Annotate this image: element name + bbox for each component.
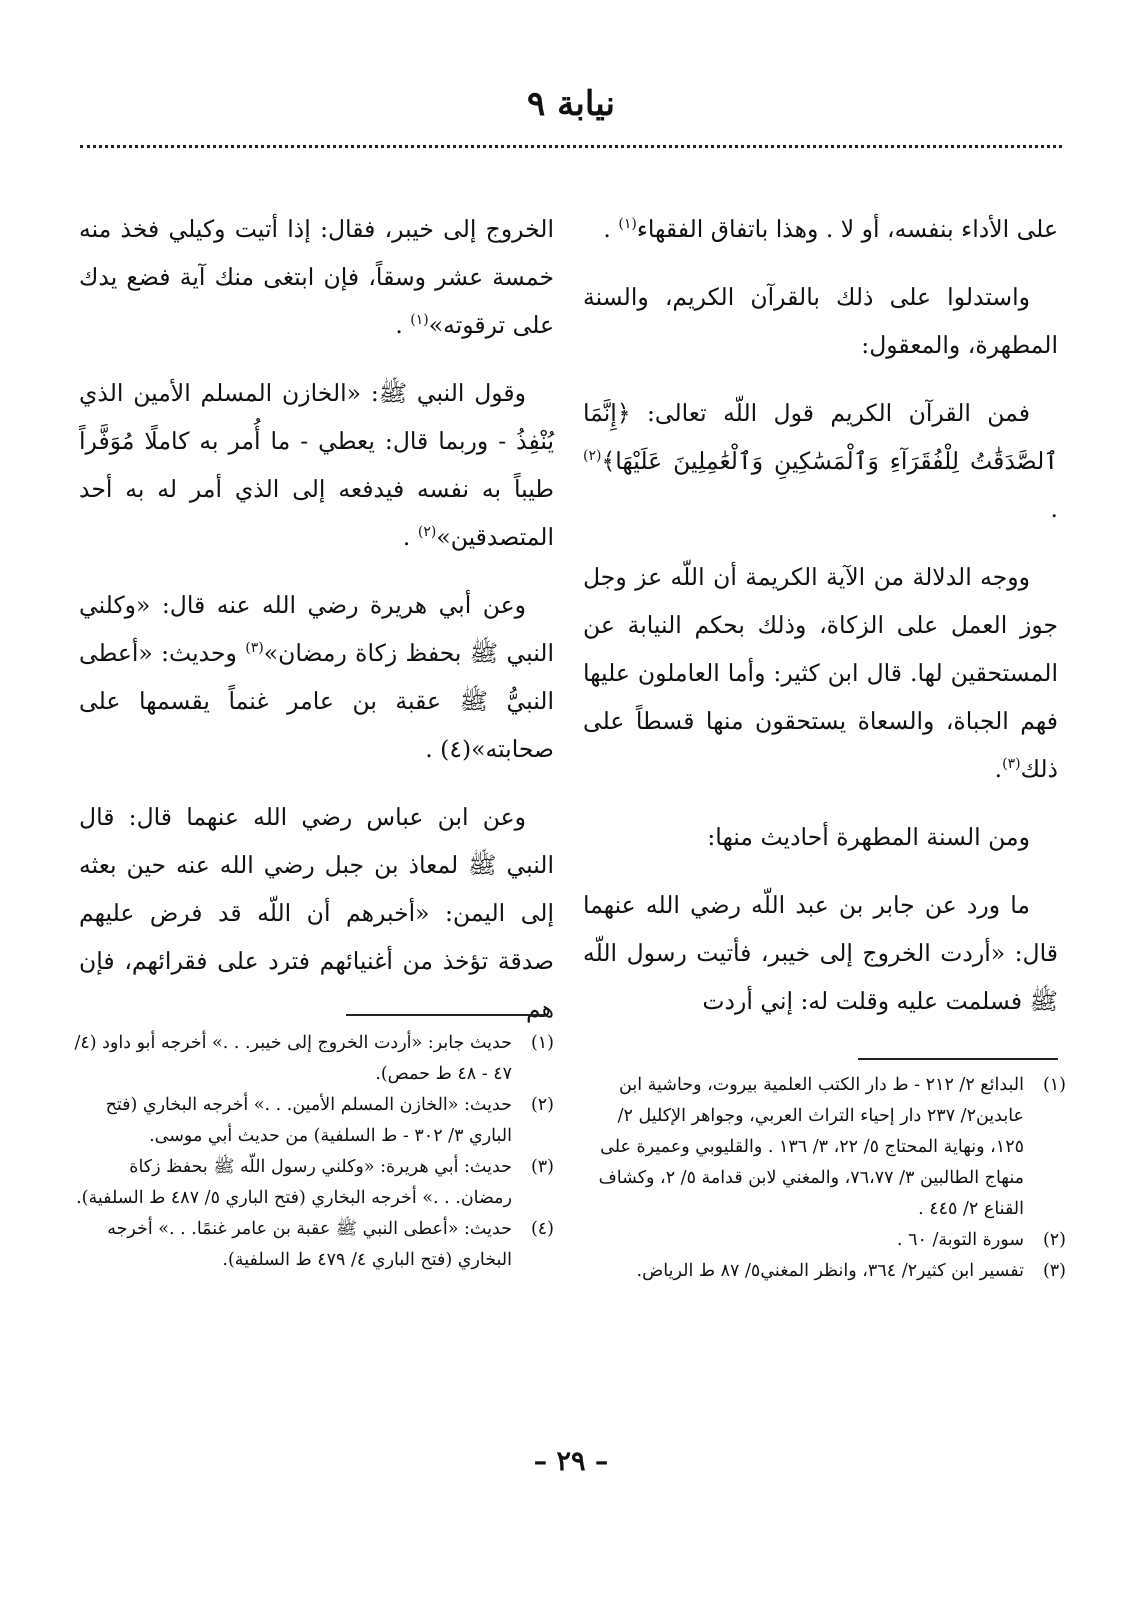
paragraph: ووجه الدلالة من الآية الكريمة أن اللّه عز وجل جوز العمل على الزكاة، وذلك بحكم النيابة عن المستحقين لها. قال ابن كثير: وأما العاملون عليها فهم الجباة، والسعاة يستحقون منها قسطاً على ذلك$^{(٣)}$. (583, 563, 1058, 783)
paragraph: ما ورد عن جابر بن عبد اللّه رضي الله عنهما قال: «أردت الخروج إلى خيبر، فأتيت رسول اللّه ﷺ فسلمت عليه وقلت له: إني أردت (583, 891, 1058, 1015)
footnote-separator-right (858, 1058, 1058, 1060)
footnote: (٤) حديث: «أعطى النبي ﷺ عقبة بن عامر غنمًا. . .» أخرجه البخاري (فتح الباري ٤/ ٤٧٩ ط السلفية). (107, 1219, 554, 1270)
footnote: (١) حديث جابر: «أردت الخروج إلى خيبر. . .» أخرجه أبو داود (٤/ ٤٧ - ٤٨ ط حمص). (74, 1033, 554, 1084)
footnote: (١) البدائع ٢/ ٢١٢ - ط دار الكتب العلمية بيروت، وحاشية ابن عابدين٢/ ٢٣٧ دار إحياء التراث العربي، وجواهر الإكليل ٢/ ١٢٥، ونهاية المحتاج ٥/ ٢٢، ٣/ ١٣٦ . والقليوبي وعميرة على منهاج الطالبين ٣/ ٧٦،٧٧، والمغني لابن قدامة ٥/ ٢، وكشاف القناع ٢/ ٤٤٥ . (598, 1075, 1066, 1219)
paragraph: الخروج إلى خيبر، فقال: إذا أتيت وكيلي فخذ منه خمسة عشر وسقاً، فإن ابتغى منك آية فضع يدك على ترقوته»$^{(١)}$ . (79, 215, 554, 339)
footnotes-left (74, 1028, 554, 1276)
page-number: – ٢٩ – (533, 1446, 609, 1477)
footnote: (٢) حديث: «الخازن المسلم الأمين. . .» أخرجه البخاري (فتح الباري ٣/ ٣٠٢ - ط السلفية) من حديث أبي موسى. (105, 1095, 554, 1146)
paragraph: ومن السنة المطهرة أحاديث منها: (707, 823, 1030, 851)
right-column (583, 205, 1058, 1045)
paragraph: على الأداء بنفسه، أو لا . وهذا باتفاق الفقهاء$^{(١)}$ . (603, 215, 1058, 243)
page-title: نيابة ٩ (527, 84, 615, 124)
paragraph: واستدلوا على ذلك بالقرآن الكريم، والسنة المطهرة، والمعقول: (583, 283, 1058, 359)
footnote: (٢) سورة التوبة/ ٦٠ . (896, 1230, 1066, 1250)
footnote: (٣) حديث: أبي هريرة: «وكلني رسول اللّه ﷺ بحفظ زكاة رمضان. . .» أخرجه البخاري (فتح الباري ٥/ ٤٨٧ ط السلفية). (76, 1157, 554, 1208)
paragraph: فمن القرآن الكريم قول اللّه تعالى: ﴿إِنَّمَا ٱلصَّدَقَٰتُ لِلْفُقَرَآءِ وَٱلْمَسَٰكِينِ وَٱلْعَٰمِلِينَ عَلَيْهَا﴾$^{(٢)}$ . (583, 399, 1058, 523)
footnote: (٣) تفسير ابن كثير٢/ ٣٦٤، وانظر المغني٥/ ٨٧ ط الرياض. (636, 1261, 1066, 1281)
footnote-separator-left (346, 1014, 546, 1016)
paragraph: وعن ابن عباس رضي الله عنهما قال: قال النبي ﷺ لمعاذ بن جبل رضي الله عنه حين بعثه إلى اليمن: «أخبرهم أن اللّه قد فرض عليهم صدقة تؤخذ من أغنيائهم فترد على فقرائهم، فإن هم (79, 803, 554, 1023)
paragraph: وقول النبي ﷺ: «الخازن المسلم الأمين الذي يُنْفِذُ - وربما قال: يعطي - ما أُمر به كاملًا مُوَفَّراً طيباً به نفسه فيدفعه إلى الذي أمر له به أحد المتصدقين»$^{(٢)}$ . (79, 379, 554, 551)
header-dotted-rule (80, 145, 1062, 148)
left-column (79, 205, 554, 1053)
paragraph: وعن أبي هريرة رضي الله عنه قال: «وكلني النبي ﷺ بحفظ زكاة رمضان»$^{(٣)}$ وحديث: «أعطى النبيُّ ﷺ عقبة بن عامر غنماً يقسمها على صحابته»(٤) . (79, 591, 554, 763)
footnotes-right (586, 1070, 1066, 1287)
